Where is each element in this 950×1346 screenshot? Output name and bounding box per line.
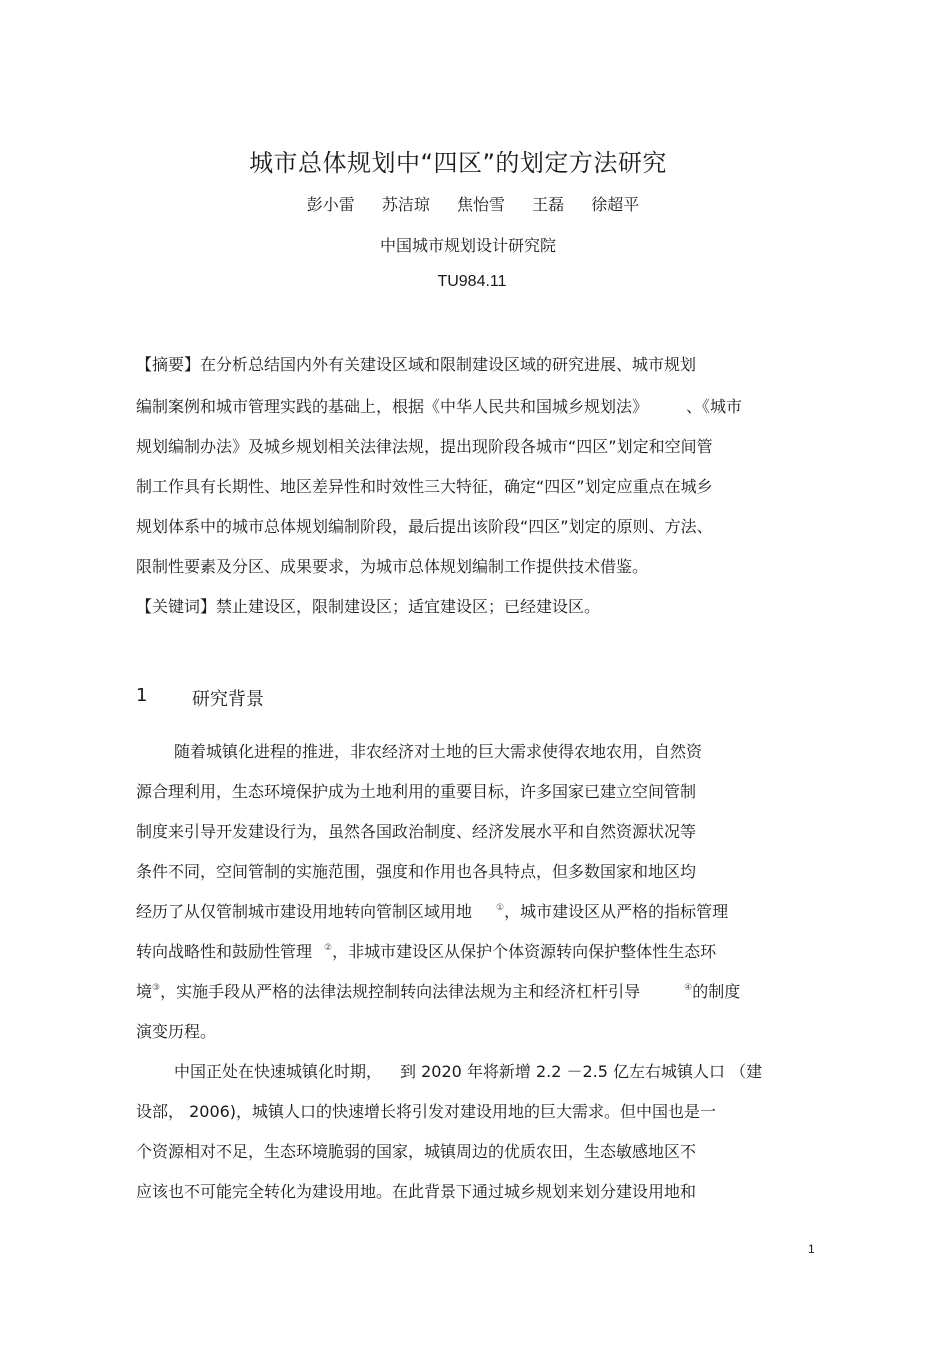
affiliation: 中国城市规划设计研究院 bbox=[379, 236, 556, 255]
body-line: 个资源相对不足，生态环境脆弱的国家，城镇周边的优质农田，生态敏感地区不 bbox=[136, 1142, 697, 1161]
body-line: 源合理利用，生态环境保护成为土地利用的重要目标，许多国家已建立空间管制 bbox=[136, 782, 697, 801]
body-line: 随着城镇化进程的推进，非农经济对土地的巨大需求使得农地农用，自然资 bbox=[174, 742, 703, 761]
section-title: 研究背景 bbox=[192, 689, 264, 710]
body-line: 应该也不可能完全转化为建设用地。在此背景下通过城乡规划来划分建设用地和 bbox=[136, 1182, 697, 1201]
abstract-line: 规划编制办法》及城乡规划相关法律法规，提出现阶段各城市“四区”划定和空间管 bbox=[136, 437, 713, 456]
body-text: 经历了从仅管制城市建设用地转向管制区域用地 bbox=[136, 902, 473, 921]
body-text: 中国正处在快速城镇化时期， bbox=[174, 1062, 383, 1081]
body-text: 到 2020 年将新增 2.2 －2.5 亿左右城镇人口 （建 bbox=[400, 1062, 763, 1081]
footnote-ref[interactable]: ① bbox=[496, 903, 505, 913]
footnote-ref[interactable]: ④ bbox=[684, 983, 693, 993]
author-name: 王磊 bbox=[532, 195, 565, 214]
body-line: 设部， 2006)，城镇人口的快速增长将引发对建设用地的巨大需求。但中国也是一 bbox=[136, 1102, 717, 1121]
abstract-line: 【摘要】在分析总结国内外有关建设区域和限制建设区域的研究进展、城市规划 bbox=[136, 355, 697, 374]
footnote-ref[interactable]: ② bbox=[324, 943, 333, 953]
body-text: 转向战略性和鼓励性管理 bbox=[136, 942, 313, 961]
keywords-line: 【关键词】禁止建设区，限制建设区；适宜建设区；已经建设区。 bbox=[136, 597, 601, 616]
body-text: 境 bbox=[136, 982, 153, 1001]
body-line bbox=[136, 899, 728, 922]
author-name: 彭小雷 bbox=[306, 195, 355, 214]
section-number: 1 bbox=[136, 685, 148, 706]
footnote-ref[interactable]: ③ bbox=[152, 983, 161, 993]
author-name: 焦怡雪 bbox=[456, 195, 505, 214]
body-line: 演变历程。 bbox=[136, 1022, 217, 1041]
body-line bbox=[136, 939, 716, 962]
author-name: 苏洁琼 bbox=[381, 195, 430, 214]
body-line: 制度来引导开发建设行为，虽然各国政治制度、经济发展水平和自然资源状况等 bbox=[136, 822, 697, 841]
body-text: ，实施手段从严格的法律法规控制转向法律法规为主和经济杠杆引导 bbox=[160, 982, 641, 1001]
abstract-line-part: 、《城市 bbox=[686, 397, 743, 416]
body-line bbox=[136, 979, 740, 1002]
body-line bbox=[174, 1059, 762, 1082]
body-line: 条件不同，空间管制的实施范围，强度和作用也各具特点，但多数国家和地区均 bbox=[136, 862, 697, 881]
abstract-line bbox=[136, 394, 742, 417]
abstract-line: 制工作具有长期性、地区差异性和时效性三大特征，确定“四区”划定应重点在城乡 bbox=[136, 477, 713, 496]
author-name: 徐超平 bbox=[591, 195, 640, 214]
paper-title: 城市总体规划中“四区”的划定方法研究 bbox=[249, 149, 667, 177]
abstract-line: 限制性要素及分区、成果要求，为城市总体规划编制工作提供技术借鉴。 bbox=[136, 557, 649, 576]
page-number: 1 bbox=[808, 1242, 815, 1256]
classification-code: TU984.11 bbox=[437, 273, 507, 290]
body-text: 的制度 bbox=[692, 982, 741, 1001]
abstract-line: 规划体系中的城市总体规划编制阶段，最后提出该阶段“四区”划定的原则、方法、 bbox=[136, 517, 713, 536]
body-text: ，非城市建设区从保护个体资源转向保护整体性生态环 bbox=[332, 942, 717, 961]
abstract-line-part: 编制案例和城市管理实践的基础上，根据《中华人民共和国城乡规划法》 bbox=[136, 397, 649, 416]
author-list bbox=[0, 192, 946, 215]
body-text: ，城市建设区从严格的指标管理 bbox=[504, 902, 729, 921]
